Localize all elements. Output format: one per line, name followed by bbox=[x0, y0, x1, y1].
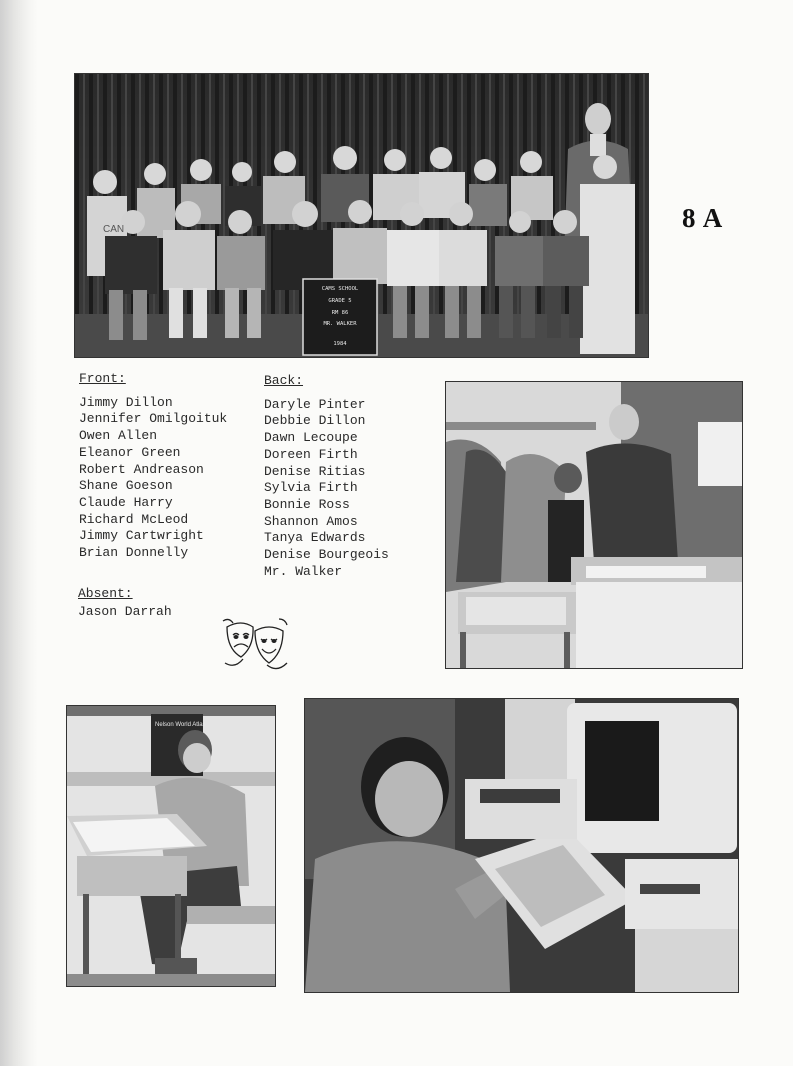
roster-front bbox=[79, 371, 227, 562]
page-label: 8 A bbox=[682, 203, 724, 233]
absent-heading: Absent: bbox=[78, 586, 133, 601]
front-name: Richard McLeod bbox=[79, 511, 189, 527]
back-heading: Back: bbox=[264, 373, 304, 388]
roster-absent bbox=[78, 586, 172, 620]
front-name: Jimmy Cartwright bbox=[79, 528, 204, 544]
theatre-masks-icon bbox=[221, 613, 289, 677]
computer-monitor bbox=[567, 703, 737, 853]
page-binding-shadow bbox=[0, 0, 38, 1066]
back-name: Bonnie Ross bbox=[264, 496, 350, 512]
front-name: Jimmy Dillon bbox=[79, 394, 173, 410]
absent-name: Jason Darrah bbox=[78, 603, 172, 619]
class-photo bbox=[74, 73, 649, 358]
back-name: Doreen Firth bbox=[264, 446, 358, 462]
book-title: Nelson World Atlas bbox=[155, 722, 206, 728]
back-name: Denise Ritias bbox=[264, 463, 366, 479]
student-desk-photo bbox=[66, 705, 276, 987]
shirt-text: CAN bbox=[103, 224, 125, 235]
back-name: Mr. Walker bbox=[264, 563, 343, 579]
sign-line: GRADE 5 bbox=[328, 298, 352, 304]
roster-back bbox=[264, 373, 389, 580]
sign-line: CAMS SCHOOL bbox=[321, 286, 359, 292]
back-name: Tanya Edwards bbox=[264, 530, 366, 546]
back-name: Debbie Dillon bbox=[264, 413, 366, 429]
front-name: Shane Goeson bbox=[79, 478, 173, 494]
front-name: Robert Andreason bbox=[79, 461, 204, 477]
front-name: Claude Harry bbox=[79, 494, 173, 510]
back-name: Denise Bourgeois bbox=[264, 547, 389, 563]
front-name: Brian Donnelly bbox=[79, 545, 189, 561]
back-name: Daryle Pinter bbox=[264, 396, 366, 412]
class-sign bbox=[303, 279, 377, 355]
sign-line: MR. WALKER bbox=[323, 321, 357, 327]
computer-lab-photo bbox=[304, 698, 739, 993]
back-name: Dawn Lecoupe bbox=[264, 430, 358, 446]
front-name: Jennifer Omilgoituk bbox=[79, 411, 228, 427]
front-heading: Front: bbox=[79, 371, 126, 386]
front-name: Owen Allen bbox=[79, 428, 158, 444]
front-name: Eleanor Green bbox=[79, 444, 181, 460]
sign-line: RM 86 bbox=[331, 310, 349, 316]
sign-line: 1984 bbox=[333, 341, 347, 347]
teacher-desk-photo bbox=[445, 381, 743, 669]
back-name: Shannon Amos bbox=[264, 513, 358, 529]
back-name: Sylvia Firth bbox=[264, 480, 358, 496]
